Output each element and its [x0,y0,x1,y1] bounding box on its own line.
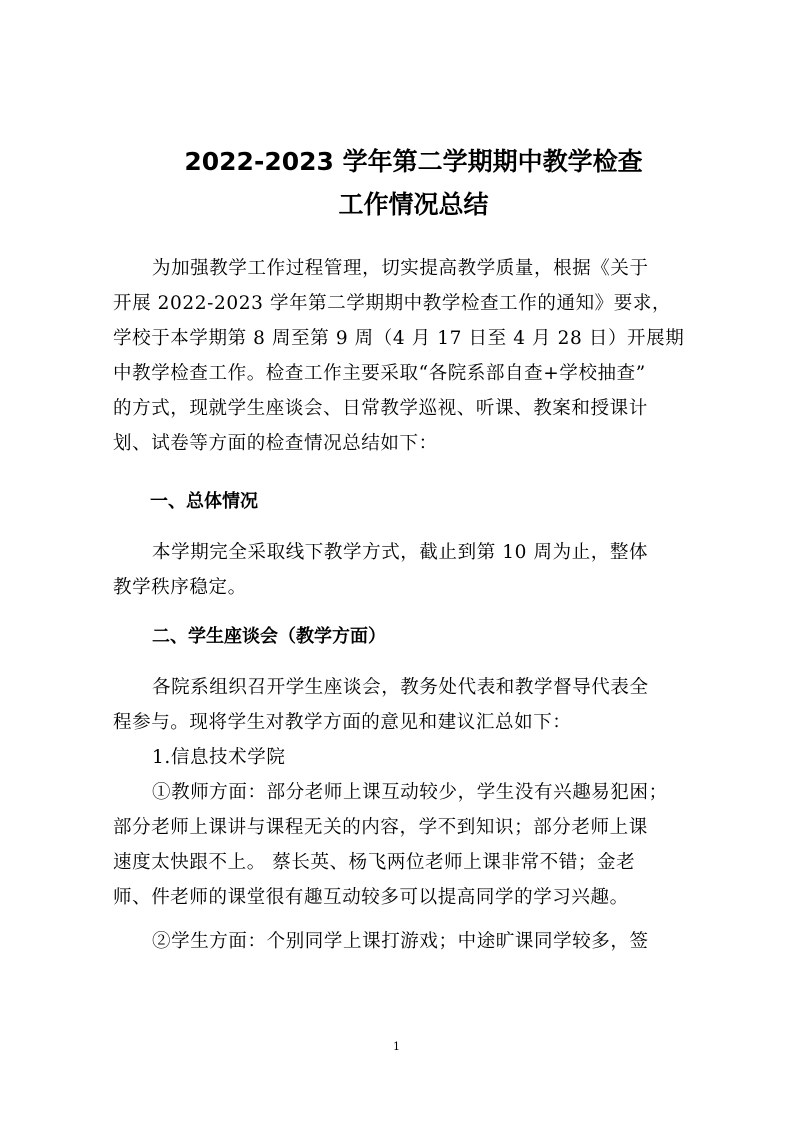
section-paragraph-line: 师、件老师的课堂很有趣互动较多可以提高同学的学习兴趣。 [113,887,629,908]
subsection-heading: 1.信息技术学院 [152,747,286,768]
section-paragraph-line: 教学秩序稳定。 [113,577,247,598]
section-paragraph-line: 速度太快跟不上。 蔡长英、杨飞两位老师上课非常不错；金老 [113,852,636,873]
intro-paragraph-line: 开展 2022-2023 学年第二学期期中教学检查工作的通知》要求， [113,293,672,314]
section-heading-overview: 一、总体情况 [150,491,258,512]
intro-paragraph-line: 学校于本学期第 8 周至第 9 周（4 月 17 日至 4 月 28 日）开展期 [113,328,685,349]
section-paragraph-line: 本学期完全采取线下教学方式，截止到第 10 周为止，整体 [152,542,649,563]
document-title-line-2: 工作情况总结 [338,190,489,219]
section-paragraph-line: 程参与。现将学生对教学方面的意见和建议汇总如下： [113,712,572,733]
intro-paragraph-line: 划、试卷等方面的检查情况总结如下： [113,433,438,454]
section-paragraph-line: 各院系组织召开学生座谈会，教务处代表和教学督导代表全 [152,677,649,698]
intro-paragraph-line: 为加强教学工作过程管理，切实提高教学质量，根据《关于 [152,258,649,279]
intro-paragraph-line: 中教学检查工作。检查工作主要采取“各院系部自查+学校抽查” [113,363,646,384]
section-paragraph-line: ②学生方面：个别同学上课打游戏；中途旷课同学较多，签 [152,931,649,952]
page-number: 1 [393,1040,400,1053]
section-paragraph-line: ①教师方面：部分老师上课互动较少，学生没有兴趣易犯困； [152,782,668,803]
section-heading-student-forum: 二、学生座谈会（教学方面） [152,626,386,647]
intro-paragraph-line: 的方式，现就学生座谈会、日常教学巡视、听课、教案和授课计 [113,398,648,419]
section-paragraph-line: 部分老师上课讲与课程无关的内容，学不到知识；部分老师上课 [113,817,648,838]
document-title-line-1: 2022-2023 学年第二学期期中教学检查 [184,147,643,176]
